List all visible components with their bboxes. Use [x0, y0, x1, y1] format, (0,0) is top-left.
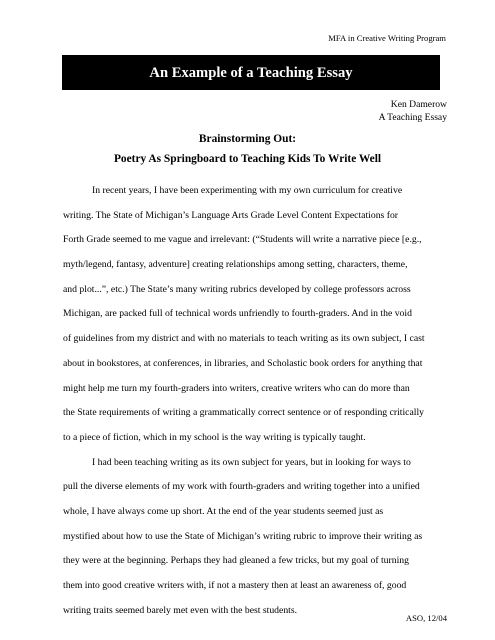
essay-body: [63, 184, 435, 628]
page-header: [328, 33, 446, 43]
paragraph-line: about in bookstores, at conferences, in libraries, and Scholastic book orders for anything that: [63, 357, 423, 369]
author-block: [379, 99, 447, 124]
paragraph-line: I had been teaching writing as its own subject for years, but in looking for ways to: [92, 456, 411, 468]
paragraph-line: pull the diverse elements of my work with fourth-graders and writing together into a unified: [63, 481, 420, 493]
paragraph-line: of guidelines from my district and with no materials to teach writing as its own subject, I cast: [63, 333, 425, 345]
essay-paragraph: [63, 456, 435, 629]
paragraph-line: to a piece of fiction, which in my school is the way writing is typically taught.: [63, 431, 366, 443]
essay-heading: [0, 129, 495, 169]
paragraph-line: In recent years, I have been experimenting with my own curriculum for creative: [92, 185, 403, 196]
author-name: Ken Damerow: [390, 99, 447, 110]
paragraph-line: them into good creative writers with, if not a mastery then at least an awareness of, good: [63, 580, 407, 591]
paragraph-line: writing traits seemed barely met even with the best students.: [63, 604, 298, 616]
essay-heading-line-1: Brainstorming Out:: [198, 133, 297, 145]
paragraph-line: and plot...”, etc.) The State’s many writing rubrics developed by college professors across: [63, 283, 411, 295]
paragraph-line: Michigan, are packed full of technical words unfriendly to fourth-graders. And in the void: [63, 308, 412, 320]
essay-paragraph: [63, 184, 435, 456]
paragraph-line: Forth Grade seemed to me vague and irrelevant: (“Students will write a narrative piece [e.g.,: [63, 234, 422, 246]
paragraph-line: they were at the beginning. Perhaps they had gleaned a few tricks, but my goal of turning: [63, 555, 409, 567]
document-title: An Example of a Teaching Essay: [149, 64, 353, 81]
paragraph-line: mystified about how to use the State of Michigan’s writing rubric to improve their writing as: [63, 530, 423, 542]
paragraph-line: whole, I have always come up short. At the end of the year students seemed just as: [63, 505, 384, 517]
page-footer: [406, 613, 447, 623]
paragraph-line: might help me turn my fourth-graders into writers, creative writers who can do more than: [63, 382, 410, 394]
program-name: MFA in Creative Writing Program: [328, 33, 446, 43]
paragraph-line: writing. The State of Michigan’s Language Arts Grade Level Content Expectations for: [63, 209, 399, 221]
title-bar: [62, 55, 440, 90]
essay-heading-line-2: Poetry As Springboard to Teaching Kids To Write Well: [113, 153, 382, 165]
paragraph-line: the State requirements of writing a grammatically correct sentence or of responding critically: [63, 407, 424, 419]
document-type: A Teaching Essay: [378, 111, 447, 123]
footer-code: ASO, 12/04: [405, 613, 447, 623]
paragraph-line: myth/legend, fantasy, adventure] creating relationships among setting, characters, theme,: [63, 259, 408, 271]
